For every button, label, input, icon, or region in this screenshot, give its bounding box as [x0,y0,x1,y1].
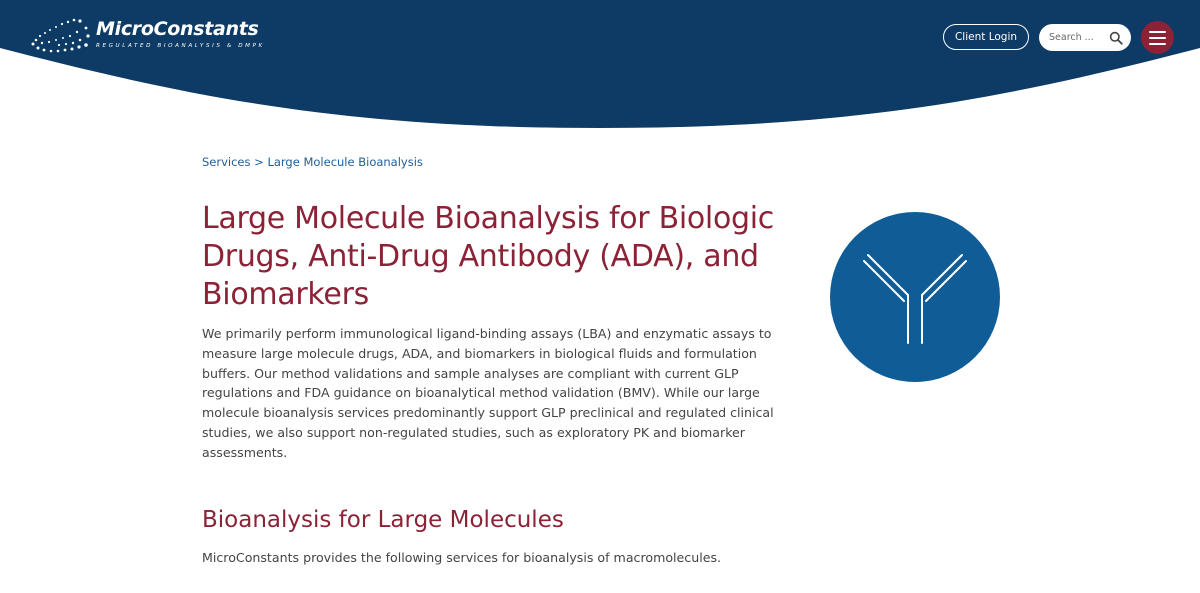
section-text: MicroConstants provides the following services for bioanalysis of macromolecules. [202,550,722,565]
client-login-button[interactable]: Client Login [943,24,1029,50]
breadcrumb-current: Large Molecule Bioanalysis [267,155,423,169]
search-icon[interactable] [1109,31,1123,45]
logo[interactable] [30,14,270,58]
antibody-icon [830,212,1000,382]
breadcrumb-separator: > [254,155,268,169]
search-box[interactable] [1039,24,1131,51]
section-title: Bioanalysis for Large Molecules [202,507,564,533]
logo-tagline: REGULATED BIOANALYSIS & DMPK [96,43,265,49]
page-title: Large Molecule Bioanalysis for Biologic Drugs, Anti-Drug Antibody (ADA), and Biomarkers [202,201,774,312]
breadcrumb [202,155,423,169]
intro-paragraph: We primarily perform immunological ligand-binding assays (LBA) and enzymatic assays to measure large molecule drugs, ADA, and biomarkers in biological fluids and formulation buffers. Our method validations and sample analyses are compliant with current GLP regulations and FDA guidance on bioanalytical method validation (BMV). While our large molecule bioanalysis services predominantly support GLP preclinical and regulated clinical studies, we also support non-regulated studies, such as exploratory PK and biomarker assessments. [202,326,774,460]
search-input[interactable] [1049,32,1105,43]
menu-button[interactable] [1141,21,1174,54]
hamburger-icon-bar [1149,43,1166,45]
logo-dots-icon [30,16,92,56]
hamburger-icon-bar [1149,37,1166,39]
hamburger-icon-bar [1149,31,1166,33]
logo-name: MicroConstants [96,18,259,40]
breadcrumb-link-services[interactable]: Services [202,155,251,169]
